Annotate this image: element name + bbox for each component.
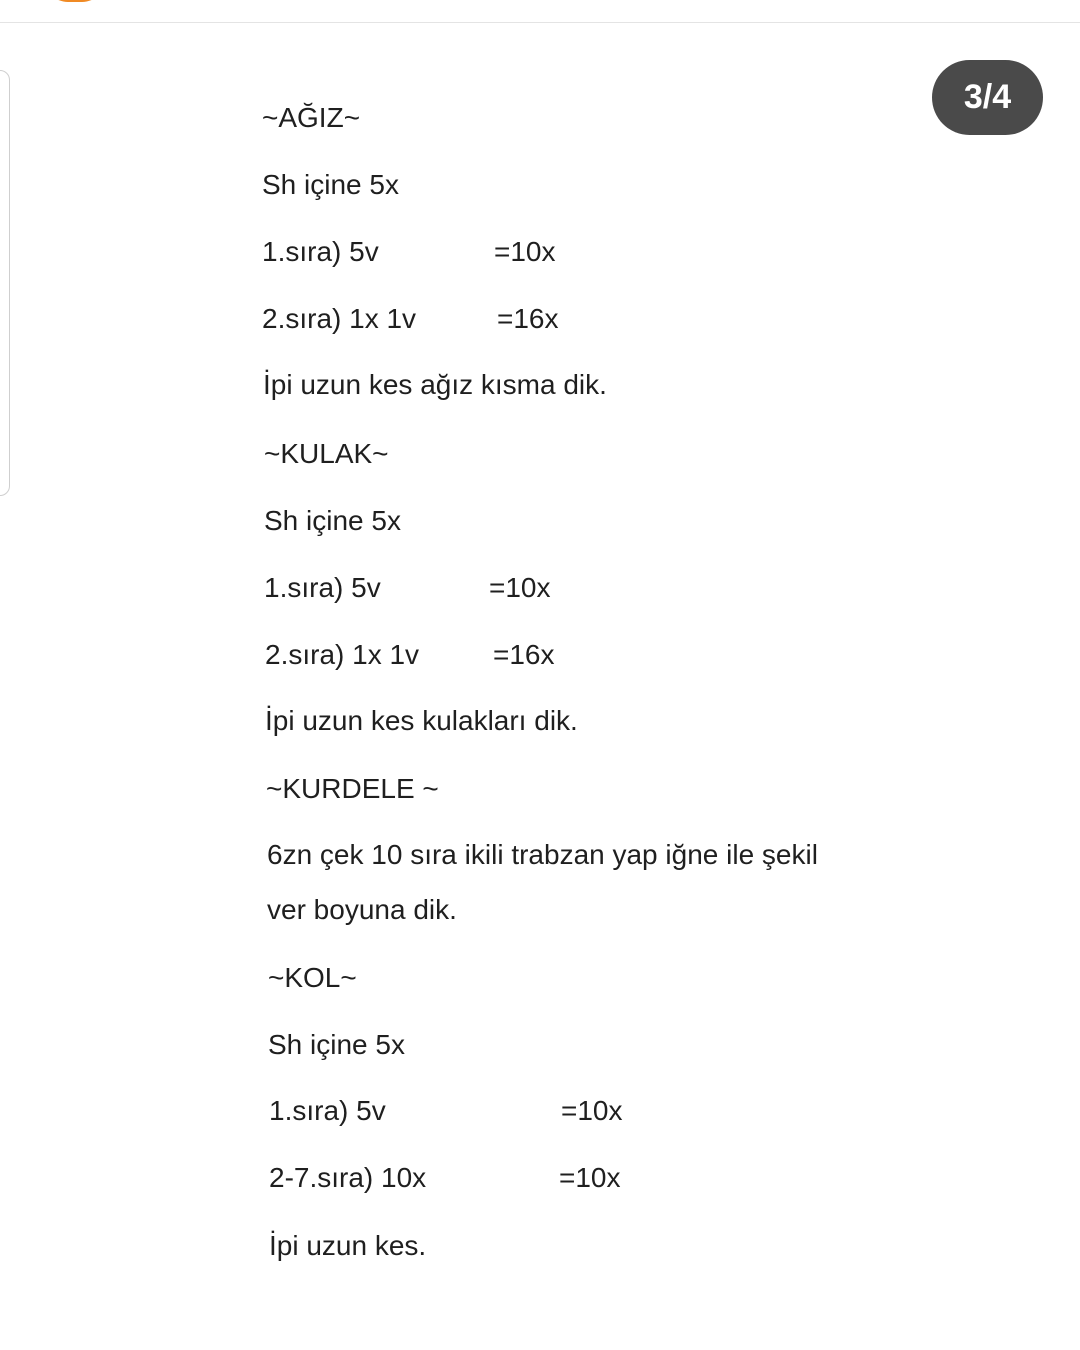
top-bar (0, 0, 1080, 23)
page-indicator: 3/4 (932, 60, 1043, 135)
instruction-line: İpi uzun kes ağız kısma dik. (263, 369, 607, 400)
section-heading-agiz: ~AĞIZ~ (262, 102, 361, 133)
side-panel-handle[interactable] (0, 70, 10, 496)
row-label: 1.sıra) 5v (269, 1095, 386, 1126)
instruction-line: İpi uzun kes. (269, 1230, 427, 1261)
instruction-line: İpi uzun kes kulakları dik. (265, 705, 578, 736)
row-result: =10x (489, 572, 551, 603)
row-result: =16x (497, 303, 559, 334)
section-heading-kurdele: ~KURDELE ~ (266, 773, 439, 804)
instruction-line: Sh içine 5x (268, 1029, 405, 1060)
row-result: =10x (561, 1095, 623, 1126)
section-heading-kulak: ~KULAK~ (264, 438, 389, 469)
row-label: 1.sıra) 5v (262, 236, 379, 267)
row-instruction (264, 572, 551, 604)
row-instruction (269, 1095, 623, 1127)
row-label: 2-7.sıra) 10x (269, 1162, 427, 1193)
row-label: 2.sıra) 1x 1v (262, 303, 417, 334)
row-instruction (262, 303, 559, 335)
row-instruction (262, 236, 556, 268)
row-instruction (269, 1162, 621, 1194)
row-result: =16x (493, 639, 555, 670)
section-heading-kol: ~KOL~ (268, 962, 357, 993)
row-result: =10x (494, 236, 556, 267)
row-instruction (265, 639, 555, 671)
instruction-line: 6zn çek 10 sıra ikili trabzan yap iğne ile şekil (267, 839, 818, 870)
instruction-line: ver boyuna dik. (267, 894, 457, 925)
row-label: 1.sıra) 5v (264, 572, 381, 603)
row-label: 2.sıra) 1x 1v (265, 639, 420, 670)
app-logo-icon (44, 0, 106, 2)
instruction-line: Sh içine 5x (264, 505, 401, 536)
row-result: =10x (559, 1162, 621, 1193)
instruction-line: Sh içine 5x (262, 169, 399, 200)
